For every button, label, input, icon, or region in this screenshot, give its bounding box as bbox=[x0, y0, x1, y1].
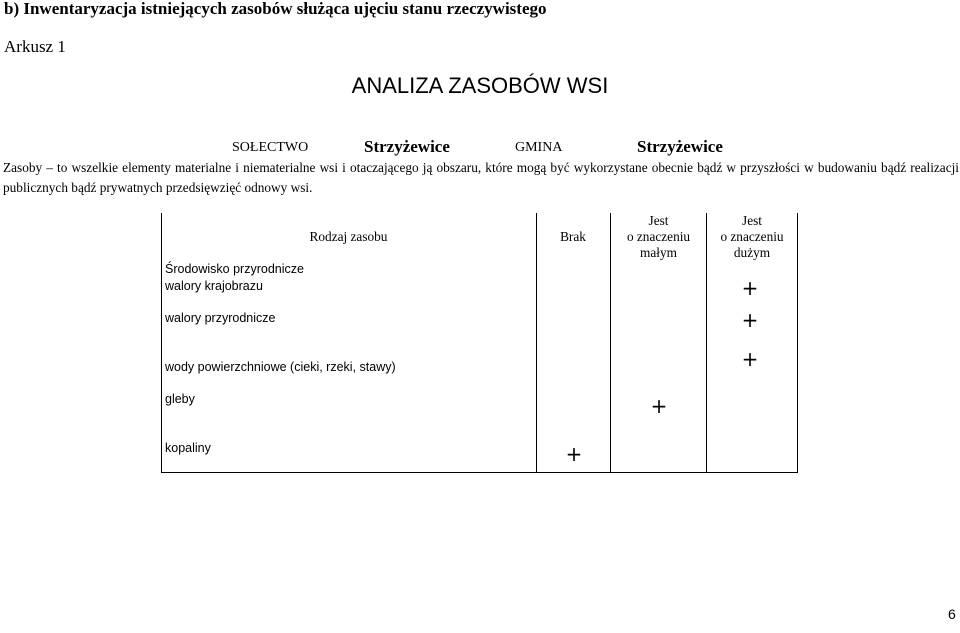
header-small-line-3: małym bbox=[640, 245, 677, 260]
header-small-line-2: o znaczeniu bbox=[626, 229, 691, 244]
gmina-value: Strzyżewice bbox=[637, 137, 723, 156]
header-large-line-3: dużym bbox=[733, 245, 771, 260]
header-large-line-2: o znaczeniu bbox=[720, 229, 784, 244]
mark-landscape-large: + bbox=[741, 276, 759, 300]
header-resource-type: Rodzaj zasobu bbox=[309, 229, 388, 244]
resources-definition: Zasoby – to wszelkie elementy materialne i niematerialne wsi i otaczającego ją obszaru, które mogą być wykorzystane obecnie bądź w przyszłości w budowaniu bądź realizacji publicznych bądź prywatnych przedsięwzięć odnowy wsi. bbox=[3, 160, 959, 195]
page-number: 6 bbox=[948, 606, 956, 622]
row-label-landscape: walory krajobrazu bbox=[165, 279, 263, 293]
header-small-significance bbox=[611, 213, 706, 261]
table-border-left bbox=[161, 213, 162, 473]
sheet-label: Arkusz 1 bbox=[4, 37, 66, 56]
header-small-line-1: Jest bbox=[648, 213, 669, 228]
row-label-minerals: kopaliny bbox=[165, 441, 211, 455]
header-large-line-1: Jest bbox=[742, 213, 762, 228]
mark-surface-water-large: + bbox=[741, 347, 759, 371]
solectwo-value: Strzyżewice bbox=[364, 137, 450, 156]
row-label-surface-water: wody powierzchniowe (cieki, rzeki, stawy) bbox=[165, 360, 396, 374]
gmina-label: GMINA bbox=[515, 140, 563, 155]
mark-soils-small: + bbox=[650, 394, 668, 418]
document-title: ANALIZA ZASOBÓW WSI bbox=[351, 73, 609, 98]
section-heading: b) Inwentaryzacja istniejących zasobów służąca ujęciu stanu rzeczywistego bbox=[4, 0, 547, 18]
header-large-significance bbox=[707, 213, 797, 261]
row-label-nature: walory przyrodnicze bbox=[165, 311, 276, 325]
group-label-natural-environment: Środowisko przyrodnicze bbox=[165, 262, 304, 276]
mark-minerals-none: + bbox=[565, 442, 583, 466]
mark-nature-large: + bbox=[741, 308, 759, 332]
solectwo-label: SOŁECTWO bbox=[232, 140, 309, 155]
column-divider-brak bbox=[536, 213, 537, 473]
row-label-soils: gleby bbox=[165, 392, 195, 406]
header-none: Brak bbox=[560, 229, 586, 244]
